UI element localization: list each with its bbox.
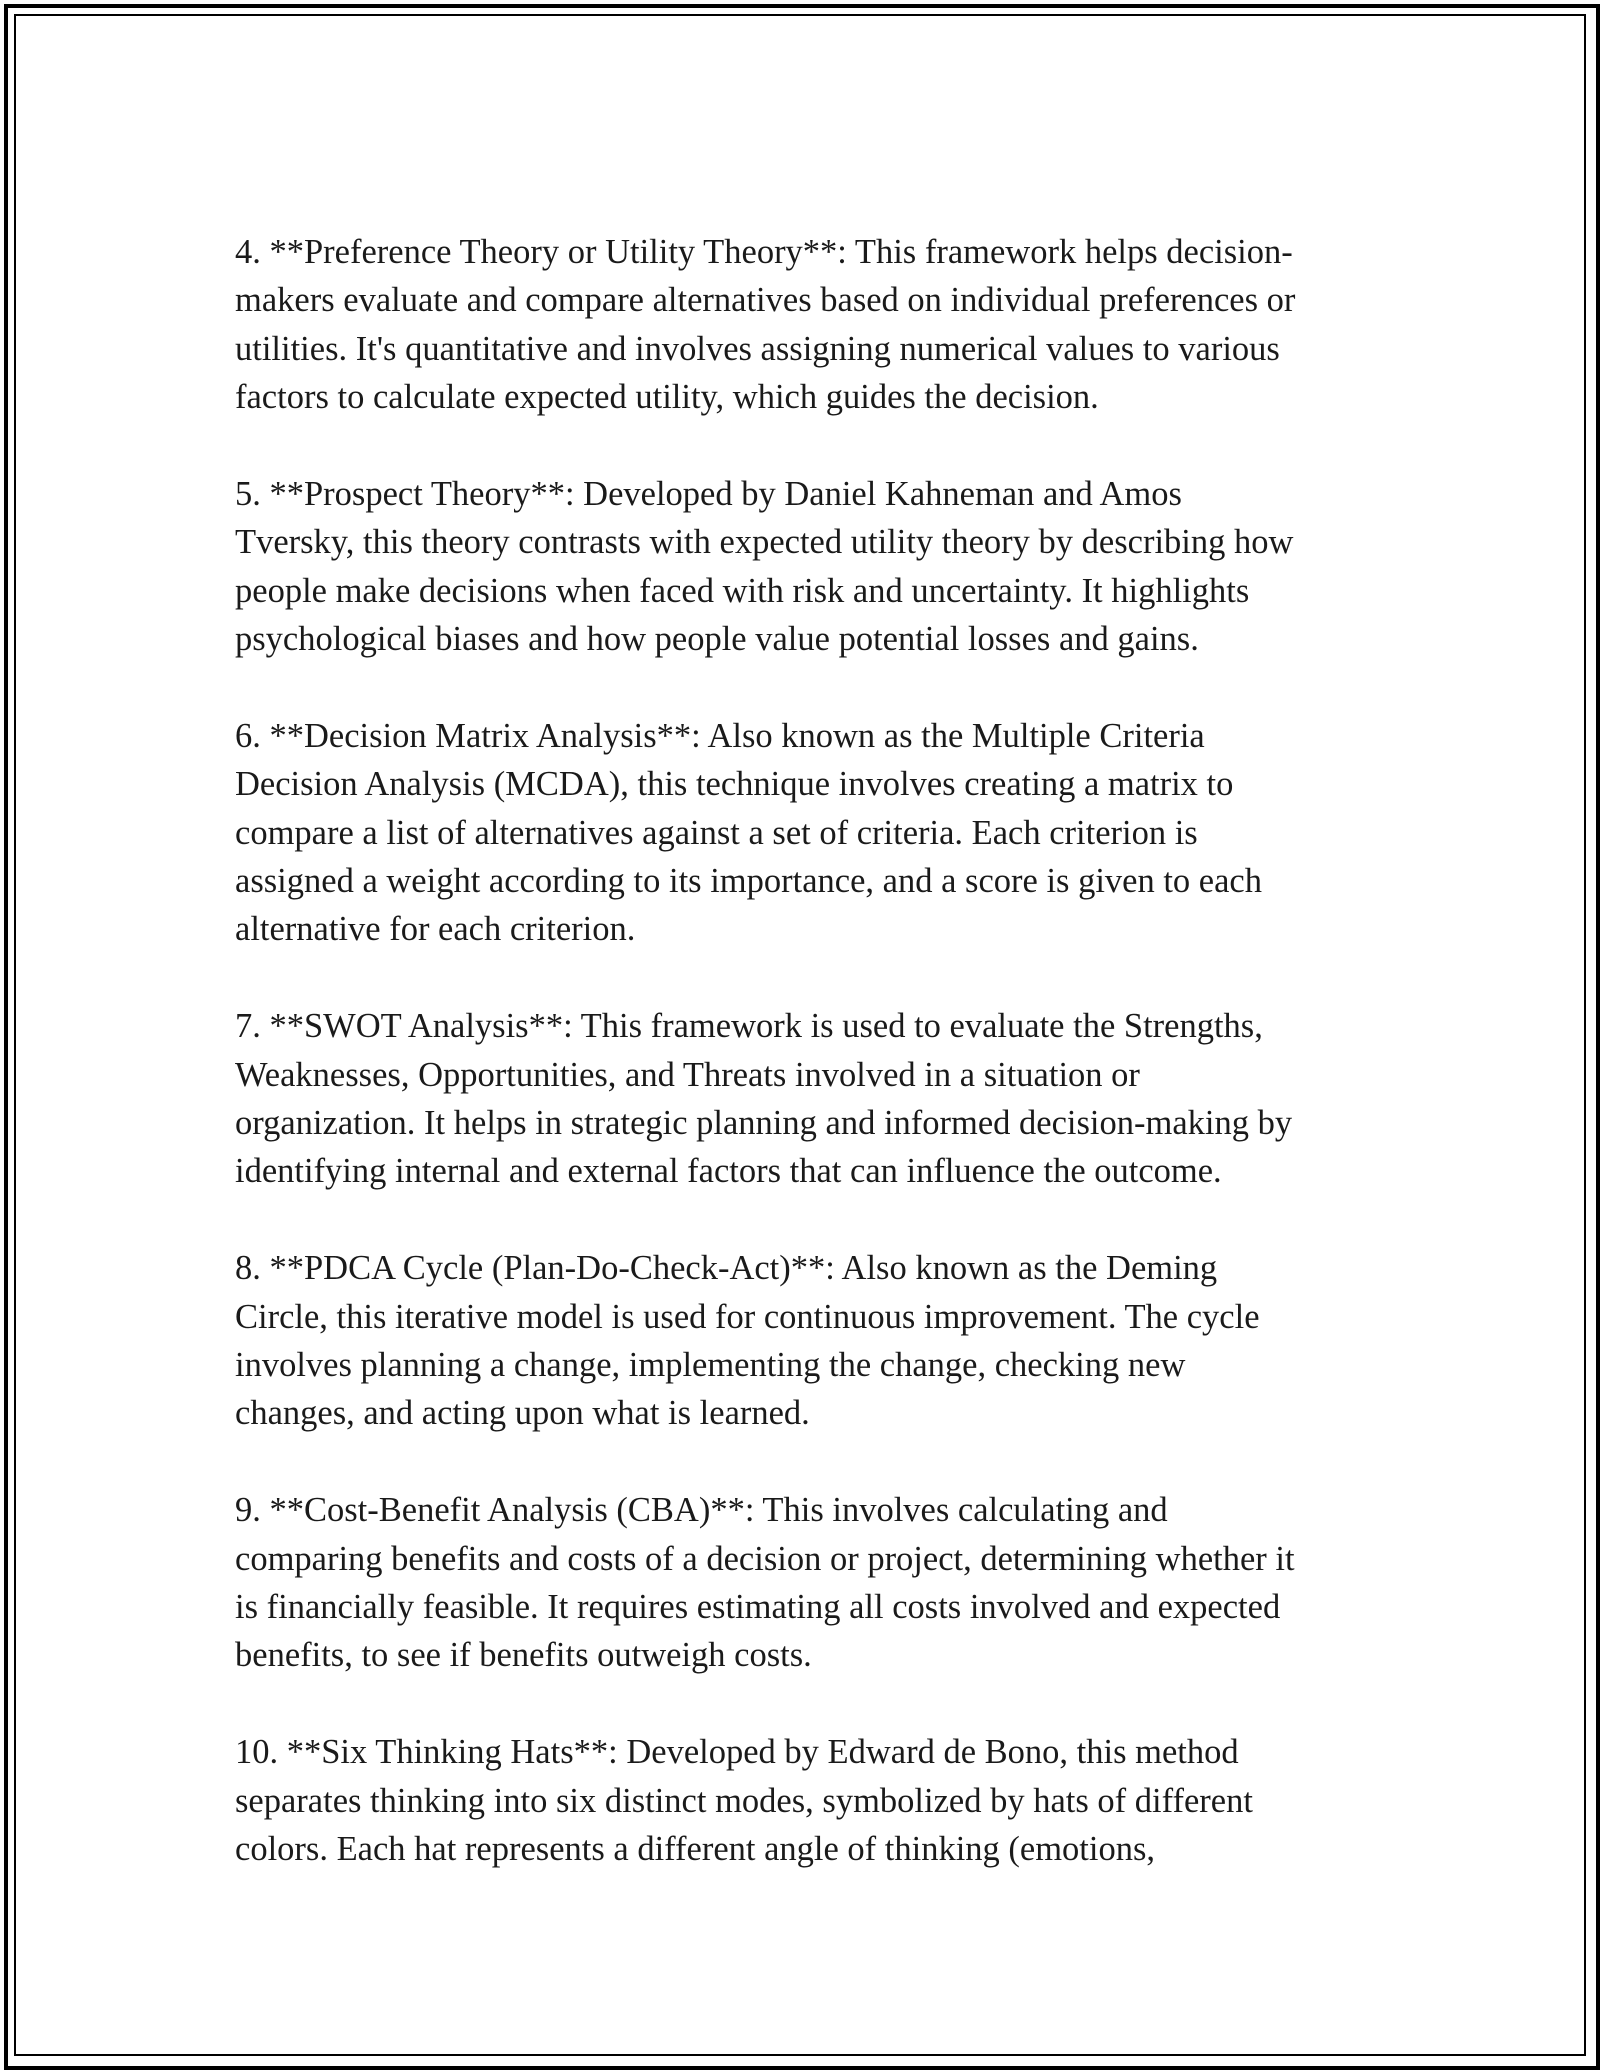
text-line: Circle, this iterative model is used for continuous improvement. The cycle xyxy=(235,1297,1260,1336)
text-line: benefits, to see if benefits outweigh costs. xyxy=(235,1636,812,1675)
text-line: compare a list of alternatives against a set of criteria. Each criterion is xyxy=(235,813,1198,852)
text-line: assigned a weight according to its importance, and a score is given to each xyxy=(235,862,1262,901)
text-line: factors to calculate expected utility, which guides the decision. xyxy=(235,378,1099,417)
text-line: psychological biases and how people value potential losses and gains. xyxy=(235,620,1199,659)
paragraph-pdca-cycle xyxy=(235,1244,1375,1438)
text-line: Decision Analysis (MCDA), this technique involves creating a matrix to xyxy=(235,765,1234,804)
text-line: 8. **PDCA Cycle (Plan-Do-Check-Act)**: Also known as the Deming xyxy=(235,1249,1218,1288)
text-line: changes, and acting upon what is learned. xyxy=(235,1394,810,1433)
text-line: organization. It helps in strategic planning and informed decision-making by xyxy=(235,1104,1293,1143)
text-line: identifying internal and external factors that can influence the outcome. xyxy=(235,1152,1222,1191)
text-line: alternative for each criterion. xyxy=(235,910,636,949)
text-line: 10. **Six Thinking Hats**: Developed by Edward de Bono, this method xyxy=(235,1733,1239,1772)
text-line: separates thinking into six distinct modes, symbolized by hats of different xyxy=(235,1781,1253,1820)
text-line: 4. **Preference Theory or Utility Theory**: This framework helps decision- xyxy=(235,233,1293,271)
text-line: 5. **Prospect Theory**: Developed by Daniel Kahneman and Amos xyxy=(235,474,1182,513)
text-line: comparing benefits and costs of a decision or project, determining whether it xyxy=(235,1539,1295,1578)
text-line: colors. Each hat represents a different angle of thinking (emotions, xyxy=(235,1829,1156,1868)
text-line: utilities. It's quantitative and involves assigning numerical values to various xyxy=(235,329,1280,368)
paragraph-preference-theory xyxy=(235,228,1375,422)
text-line: Weaknesses, Opportunities, and Threats involved in a situation or xyxy=(235,1055,1140,1094)
text-line: 7. **SWOT Analysis**: This framework is used to evaluate the Strengths, xyxy=(235,1007,1263,1046)
paragraph-prospect-theory xyxy=(235,470,1375,664)
paragraph-cost-benefit-analysis xyxy=(235,1486,1375,1680)
text-line: involves planning a change, implementing the change, checking new xyxy=(235,1345,1186,1384)
text-line: 9. **Cost-Benefit Analysis (CBA)**: This involves calculating and xyxy=(235,1491,1168,1530)
paragraph-six-thinking-hats xyxy=(235,1728,1375,1873)
text-line: makers evaluate and compare alternatives based on individual preferences or xyxy=(235,281,1296,320)
text-line: 6. **Decision Matrix Analysis**: Also known as the Multiple Criteria xyxy=(235,716,1205,755)
text-line: Tversky, this theory contrasts with expected utility theory by describing how xyxy=(235,523,1294,562)
paragraph-decision-matrix xyxy=(235,712,1375,954)
paragraph-swot-analysis xyxy=(235,1002,1375,1196)
text-line: people make decisions when faced with risk and uncertainty. It highlights xyxy=(235,571,1250,610)
text-line: is financially feasible. It requires estimating all costs involved and expected xyxy=(235,1587,1281,1626)
document-body xyxy=(235,228,1375,1922)
